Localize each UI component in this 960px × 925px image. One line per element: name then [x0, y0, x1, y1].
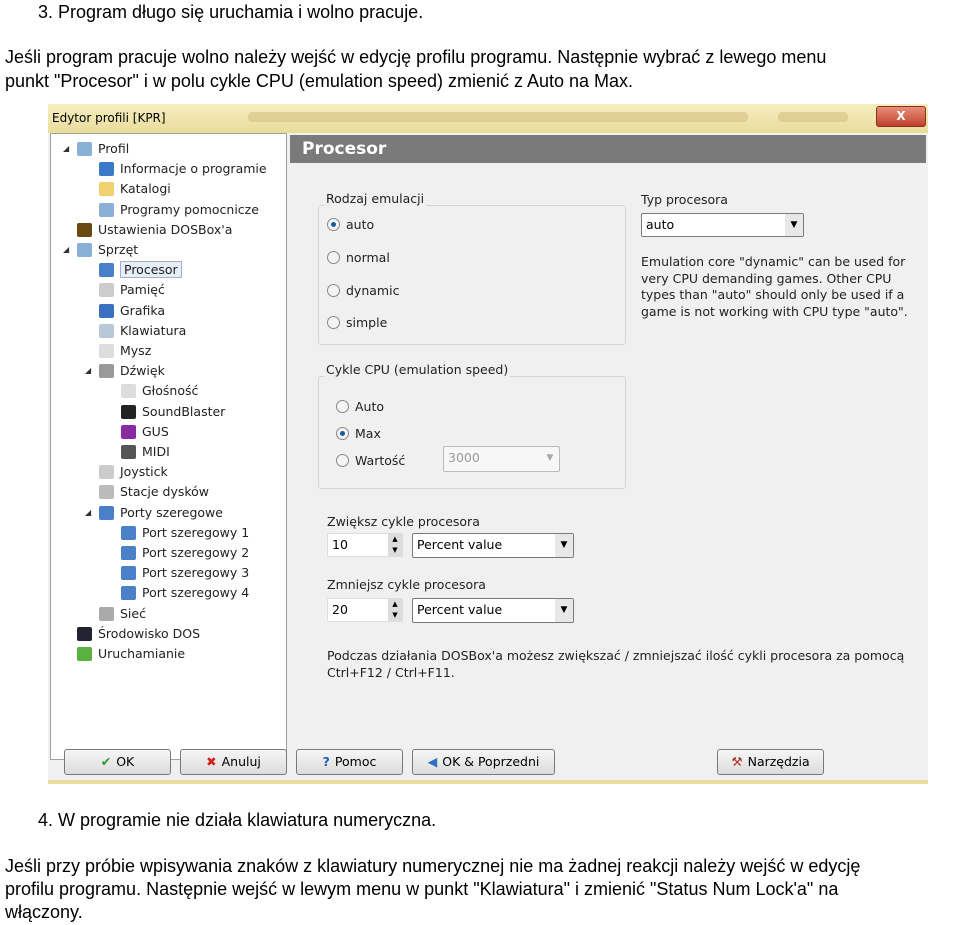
cycles-group-label: Cykle CPU (emulation speed) — [326, 362, 509, 377]
tree-item[interactable] — [99, 261, 182, 279]
midi-icon — [121, 445, 136, 459]
tree-item[interactable] — [99, 281, 165, 299]
button-label: OK & Poprzedni — [442, 754, 540, 769]
check-icon: ✔ — [100, 754, 112, 769]
radio-cycles-auto[interactable] — [336, 400, 384, 414]
radio-emulation-auto[interactable] — [327, 218, 374, 232]
title-bar — [48, 104, 928, 133]
tree-item[interactable] — [99, 322, 186, 340]
cross-icon: ✖ — [206, 754, 217, 769]
tree-item[interactable] — [121, 544, 249, 562]
tree-item-label: Porty szeregowe — [120, 504, 223, 520]
radio-label: auto — [346, 217, 375, 232]
select-value: Percent value — [417, 602, 503, 617]
chevron-down-icon: ▼ — [555, 534, 573, 557]
ok-button[interactable] — [64, 749, 171, 775]
tree-item-label: Dźwięk — [120, 363, 165, 379]
tree-item[interactable] — [77, 221, 232, 239]
tree-item-label: MIDI — [142, 444, 170, 459]
tree-item-label: Informacje o programie — [120, 161, 267, 177]
tree-item[interactable] — [99, 463, 168, 481]
tools-button[interactable] — [717, 749, 824, 775]
tree-item-label: Środowisko DOS — [98, 625, 201, 641]
tree-item-label: Port szeregowy 3 — [142, 565, 250, 581]
profile-editor-screenshot — [48, 104, 928, 784]
description-line: types than "auto" should only be used if a — [641, 287, 905, 302]
radio-label: simple — [346, 315, 388, 330]
select-value: 3000 — [448, 450, 480, 465]
panel-title: Procesor — [290, 135, 926, 163]
tree-item-label: Port szeregowy 1 — [142, 524, 250, 540]
note-line: Podczas działania DOSBox'a możesz zwiększać / zmniejszać ilość cykli procesora za pomocą — [327, 648, 905, 663]
radio-cycles-max[interactable] — [336, 427, 381, 441]
select-value: auto — [646, 217, 675, 232]
radio-label: dynamic — [346, 283, 400, 298]
tree-item[interactable] — [85, 504, 223, 522]
input-value: 20 — [332, 602, 348, 617]
section-heading-3: 3. Program długo się uruchamia i wolno pracuje. — [38, 2, 424, 22]
section-heading-4: 4. W programie nie działa klawiatura numeryczna. — [38, 810, 437, 830]
input-value: 10 — [332, 537, 348, 552]
tree-item-label: Port szeregowy 4 — [142, 585, 250, 601]
expand-arrow-icon[interactable]: ◢ — [85, 366, 92, 376]
radio-label: normal — [346, 250, 390, 265]
increase-input[interactable] — [327, 533, 403, 557]
spinner-icon[interactable]: ▲ ▼ — [388, 599, 402, 621]
increase-unit-select[interactable] — [412, 533, 574, 558]
tree-item-label: Klawiatura — [120, 322, 187, 338]
emulation-group-label: Rodzaj emulacji — [326, 191, 425, 206]
close-button[interactable]: X — [876, 106, 926, 127]
radio-label: Auto — [355, 399, 385, 414]
button-label: Narzędzia — [747, 754, 810, 769]
dosbox-icon — [77, 223, 92, 237]
paragraph-line: Jeśli przy próbie wpisywania znaków z klawiatury numerycznej nie ma żadnej reakcji należy wejść w edycję — [5, 856, 861, 876]
soundblaster-icon — [121, 405, 136, 419]
tree-item-label: Ustawienia DOSBox'a — [98, 221, 233, 237]
radio-emulation-dynamic[interactable] — [327, 284, 399, 298]
serial-port-icon — [121, 546, 136, 560]
mouse-icon — [99, 344, 114, 358]
tree-item[interactable] — [77, 625, 200, 643]
serial-port-icon — [121, 566, 136, 580]
speaker-icon — [99, 364, 114, 378]
shortcut-note — [327, 648, 904, 681]
tools-icon: ⚒ — [731, 754, 743, 769]
tree-item-label: GUS — [142, 423, 169, 439]
cycles-value-select[interactable] — [443, 446, 560, 472]
tree-item[interactable] — [99, 180, 171, 198]
tree-item[interactable] — [121, 443, 170, 461]
increase-label: Zwiększ cykle procesora — [327, 514, 480, 529]
cpu-type-select[interactable] — [641, 213, 804, 237]
tree-item-label: Pamięć — [120, 282, 165, 298]
memory-icon — [99, 283, 114, 297]
tree-item[interactable] — [121, 423, 169, 441]
keyboard-icon — [99, 324, 114, 338]
cpu-type-label: Typ procesora — [641, 192, 728, 207]
tools-icon — [99, 203, 114, 217]
profile-icon — [77, 142, 92, 156]
folder-icon — [99, 182, 114, 196]
tree-item[interactable] — [77, 645, 185, 663]
serial-port-icon — [121, 526, 136, 540]
tree-item-label: Głośność — [142, 383, 199, 399]
tree-item-label: Profil — [98, 141, 130, 156]
tree-item-label: Sieć — [120, 605, 146, 621]
tree-item[interactable] — [85, 362, 165, 380]
description-line: Emulation core "dynamic" can be used for — [641, 254, 906, 269]
tree-item[interactable] — [99, 201, 259, 219]
tree-item[interactable] — [121, 524, 249, 542]
dos-console-icon — [77, 627, 92, 641]
radio-emulation-simple[interactable] — [327, 316, 387, 330]
serial-port-icon — [99, 506, 114, 520]
paragraph-line: punkt "Procesor" i w polu cykle CPU (emulation speed) zmienić z Auto na Max. — [5, 71, 634, 91]
tree-item-label: Mysz — [120, 343, 152, 358]
network-icon — [99, 607, 114, 621]
chevron-down-icon: ▼ — [546, 453, 554, 463]
paragraph-line: profilu programu. Następnie wejść w lewym menu w punkt "Klawiatura" i zmienić "Status Num Lock'a" na — [5, 879, 839, 899]
button-label: Pomoc — [334, 754, 377, 769]
tree-item-label: Port szeregowy 2 — [142, 545, 250, 560]
expand-arrow-icon[interactable]: ◢ — [85, 507, 92, 517]
spinner-icon[interactable]: ▲ ▼ — [388, 534, 402, 556]
tree-item-label: SoundBlaster — [142, 403, 226, 419]
tree-item[interactable] — [99, 605, 146, 623]
gus-icon — [121, 425, 136, 439]
hardware-icon — [77, 243, 92, 257]
tree-item-label: Sprzęt — [98, 242, 139, 257]
cpu-type-description — [641, 254, 908, 320]
description-line: very CPU demanding games. Other CPU — [641, 270, 892, 286]
tree-item[interactable] — [99, 302, 165, 320]
profile-tree[interactable] — [50, 133, 287, 760]
tree-item[interactable] — [99, 342, 151, 360]
cpu-icon — [99, 263, 114, 277]
tree-item[interactable] — [121, 382, 198, 400]
radio-label: Max — [355, 426, 381, 441]
decrease-input[interactable] — [327, 598, 403, 622]
arrow-left-icon: ◀ — [427, 754, 438, 769]
expand-arrow-icon[interactable]: ◢ — [63, 245, 70, 254]
tree-item-label: Katalogi — [120, 181, 171, 197]
tree-item[interactable] — [99, 483, 209, 501]
tree-item[interactable] — [63, 241, 139, 259]
chevron-down-icon: ▼ — [785, 214, 803, 236]
radio-cycles-value[interactable] — [336, 454, 405, 468]
drive-icon — [99, 485, 114, 499]
button-label: Anuluj — [221, 754, 261, 769]
tree-item[interactable] — [121, 584, 249, 602]
run-icon — [77, 647, 92, 661]
paragraph-line: włączony. — [5, 902, 83, 922]
tree-item[interactable] — [63, 140, 130, 158]
question-icon: ? — [322, 754, 330, 769]
joystick-icon — [99, 465, 114, 479]
select-value: Percent value — [417, 537, 503, 552]
tree-item-label: Procesor — [120, 261, 182, 278]
tree-item-label: Uruchamianie — [98, 646, 186, 661]
expand-arrow-icon[interactable]: ◢ — [63, 144, 70, 153]
chevron-down-icon: ▼ — [555, 599, 573, 622]
tree-item[interactable] — [121, 564, 249, 582]
tree-item[interactable] — [99, 160, 267, 178]
tree-item-label: Stacje dysków — [120, 484, 210, 500]
volume-icon — [121, 384, 136, 398]
cancel-button[interactable] — [180, 749, 287, 775]
ok-previous-button[interactable] — [412, 749, 555, 775]
paragraph-line: Jeśli program pracuje wolno należy wejść w edycję profilu programu. Następnie wybrać z lewego menu — [5, 47, 827, 67]
tree-item-label: Programy pomocnicze — [120, 201, 259, 217]
tree-item-label: Joystick — [120, 464, 168, 480]
tree-item[interactable] — [121, 403, 225, 421]
description-line: game is not working with CPU type "auto". — [641, 303, 908, 319]
monitor-icon — [99, 304, 114, 318]
help-button[interactable] — [296, 749, 403, 775]
serial-port-icon — [121, 586, 136, 600]
button-label: OK — [116, 754, 135, 769]
decrease-unit-select[interactable] — [412, 598, 574, 623]
radio-label: Wartość — [355, 453, 406, 468]
note-line: Ctrl+F12 / Ctrl+F11. — [327, 664, 455, 680]
window-title: Edytor profili [KPR] — [52, 111, 166, 125]
info-icon — [99, 162, 114, 176]
radio-emulation-normal[interactable] — [327, 251, 390, 265]
decrease-label: Zmniejsz cykle procesora — [327, 577, 486, 592]
tree-item-label: Grafika — [120, 302, 166, 318]
